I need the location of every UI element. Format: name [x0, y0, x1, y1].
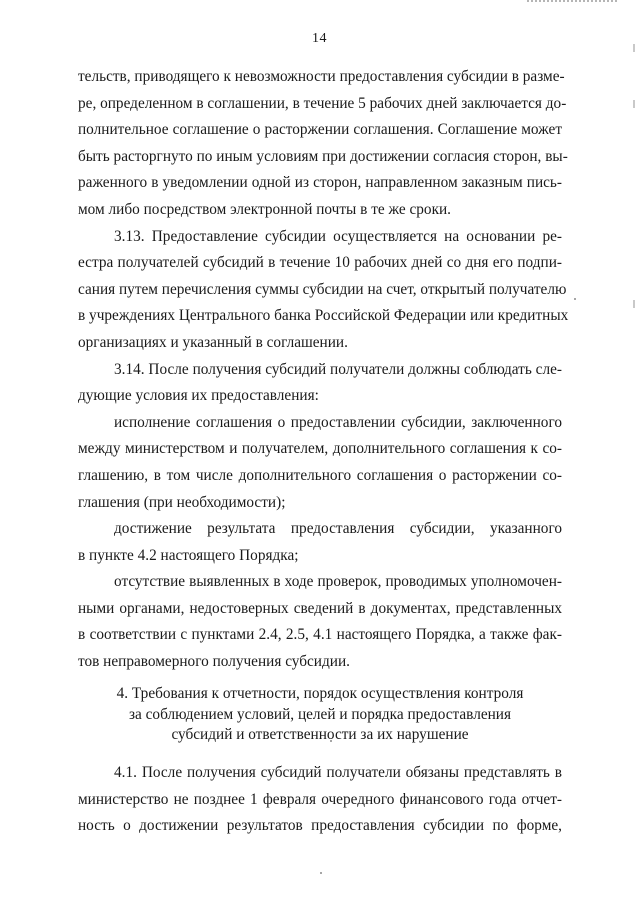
page-number: 14: [312, 31, 327, 46]
text-line: в соответствии с пунктами 2.4, 2.5, 4.1 настоящего Порядка, а также фак-: [78, 626, 562, 644]
text-line: в учреждениях Центрального банка Российской Федерации или кредитных: [78, 307, 569, 325]
text-line: раженного в уведомлении одной из сторон, направленном заказным пись-: [78, 174, 562, 192]
section-heading: [78, 684, 562, 746]
scan-edge-tick: [633, 100, 635, 108]
text-line: ность о достижении результатов предоставления субсидии по форме,: [78, 817, 562, 835]
text-line: между министерством и получателем, дополнительного соглашения к со-: [78, 440, 562, 458]
heading-line: 4. Требования к отчетности, порядок осуществления контроля: [116, 685, 524, 702]
text-line: достижение результата предоставления субсидии, указанного: [114, 520, 562, 538]
text-line: полнительное соглашение о расторжении соглашения. Соглашение может: [78, 121, 562, 139]
heading-line: за соблюдением условий, целей и порядка предоставления: [128, 705, 512, 723]
text-line: 3.13. Предоставление субсидии осуществляется на основании ре-: [114, 227, 562, 245]
text-line: отсутствие выявленных в ходе проверок, проводимых уполномочен-: [114, 573, 562, 591]
paragraph: [78, 64, 568, 224]
paragraph-3-13: [78, 224, 569, 357]
text-line: дующие условия их предоставления:: [78, 387, 319, 405]
text-line: 3.14. После получения субсидий получатели должны соблюдать сле-: [114, 360, 562, 378]
condition-item: [78, 410, 562, 516]
text-line: глашению, в том числе дополнительного соглашения о расторжении со-: [78, 466, 562, 484]
text-line: глашения (при необходимости);: [78, 493, 286, 511]
text-line: мом либо посредством электронной почты в те же сроки.: [78, 200, 452, 218]
paragraph-3-14: [78, 357, 562, 410]
text-line: ными органами, недостоверных сведений в документах, представленных: [78, 599, 562, 617]
scan-edge-tick: [633, 300, 635, 308]
text-line: 4.1. После получения субсидий получатели обязаны представлять в: [114, 764, 562, 781]
body-text: [78, 64, 569, 676]
condition-item: [78, 516, 562, 569]
scan-speck: [320, 872, 322, 874]
paragraph-4-1: [78, 760, 562, 840]
heading-line: субсидий и ответственности за их нарушение: [171, 726, 469, 743]
text-line: исполнение соглашения о предоставлении субсидии, заключенного: [114, 413, 562, 431]
text-line: тов неправомерного получения субсидии.: [78, 653, 350, 671]
text-line: естра получателей субсидий в течение 10 рабочих дней со дня его подпи-: [78, 254, 562, 272]
text-line: министерство не позднее 1 февраля очередного финансового года отчет-: [78, 790, 562, 808]
text-line: быть расторгнуто по иным условиям при достижении согласия сторон, вы-: [78, 147, 568, 165]
scan-edge-mark: [527, 0, 617, 4]
scan-speck: [574, 298, 576, 300]
condition-item: [78, 569, 562, 675]
text-line: организациях и указанный в соглашении.: [78, 333, 348, 351]
text-line: в пункте 4.2 настоящего Порядка;: [78, 546, 299, 564]
text-line: ре, определенном в соглашении, в течение 5 рабочих дней заключается до-: [78, 94, 567, 112]
text-line: сания путем перечисления суммы субсидии на счет, открытый получателю: [78, 280, 567, 298]
text-line: тельств, приводящего к невозможности предоставления субсидии в разме-: [78, 68, 565, 85]
